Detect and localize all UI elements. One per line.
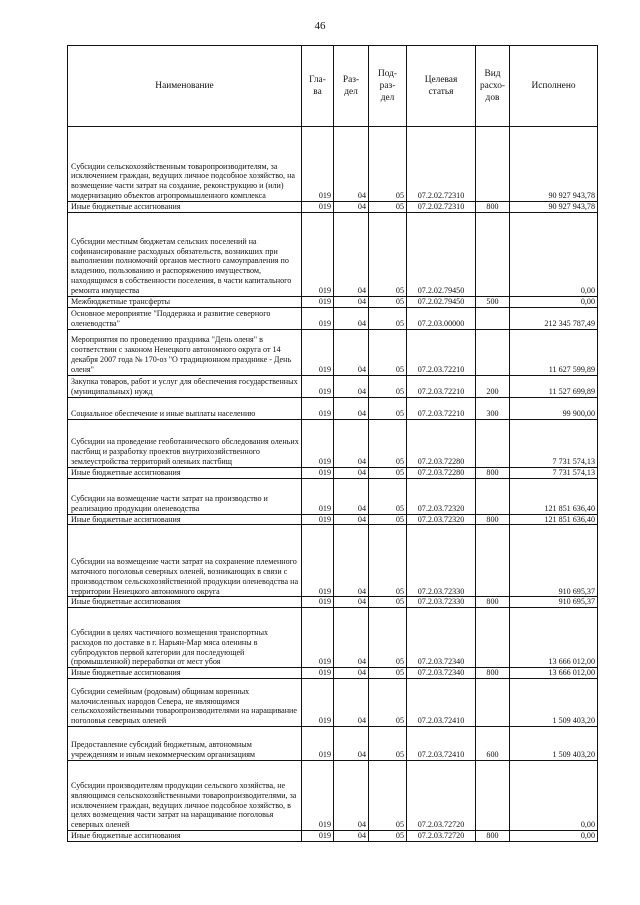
cell-name: Субсидии на возмещение части затрат на производство и реализацию продукции оленеводства [68, 478, 302, 514]
cell-razdel: 04 [334, 679, 369, 727]
header-target: Целевая статья [407, 46, 476, 127]
cell-amount: 99 900,00 [510, 397, 598, 419]
cell-glava: 019 [302, 525, 334, 597]
table-row [68, 608, 598, 668]
cell-podrazdel: 05 [369, 761, 407, 831]
cell-glava: 019 [302, 478, 334, 514]
cell-amount: 910 695,37 [510, 597, 598, 608]
cell-podrazdel: 05 [369, 419, 407, 467]
cell-razdel: 04 [334, 202, 369, 213]
cell-amount: 7 731 574,13 [510, 419, 598, 467]
cell-vid: 800 [476, 202, 510, 213]
cell-target: 07.2.03.72720 [407, 761, 476, 831]
cell-podrazdel: 05 [369, 212, 407, 296]
cell-target: 07.2.03.72280 [407, 419, 476, 467]
cell-target: 07.2.03.72330 [407, 597, 476, 608]
cell-razdel: 04 [334, 397, 369, 419]
table-row [68, 212, 598, 296]
cell-vid [476, 525, 510, 597]
cell-amount: 0,00 [510, 831, 598, 842]
cell-razdel: 04 [334, 419, 369, 467]
cell-razdel: 04 [334, 597, 369, 608]
table-row [68, 296, 598, 307]
table-row [68, 202, 598, 213]
cell-podrazdel: 05 [369, 467, 407, 478]
cell-vid: 200 [476, 375, 510, 397]
cell-podrazdel: 05 [369, 679, 407, 727]
cell-name: Субсидии в целях частичного возмещения транспортных расходов по доставке в г. Нарьян-Мар мяса оленины в субпродуктов первой категории для последующей (промышленной) переработки от мест убоя [68, 608, 302, 668]
cell-razdel: 04 [334, 668, 369, 679]
cell-amount: 0,00 [510, 761, 598, 831]
cell-glava: 019 [302, 202, 334, 213]
cell-razdel: 04 [334, 212, 369, 296]
cell-glava: 019 [302, 329, 334, 375]
table-row [68, 514, 598, 525]
cell-razdel: 04 [334, 525, 369, 597]
cell-amount: 11 627 599,89 [510, 329, 598, 375]
cell-glava: 019 [302, 127, 334, 202]
cell-glava: 019 [302, 375, 334, 397]
cell-name: Закупка товаров, работ и услуг для обеспечения государственных (муниципальных) нужд [68, 375, 302, 397]
cell-glava: 019 [302, 296, 334, 307]
table-row [68, 761, 598, 831]
cell-podrazdel: 05 [369, 831, 407, 842]
cell-vid [476, 608, 510, 668]
cell-razdel: 04 [334, 375, 369, 397]
cell-glava: 019 [302, 608, 334, 668]
cell-podrazdel: 05 [369, 514, 407, 525]
table-header-row [68, 46, 598, 127]
cell-podrazdel: 05 [369, 202, 407, 213]
budget-table [67, 45, 598, 842]
cell-razdel: 04 [334, 608, 369, 668]
table-row [68, 329, 598, 375]
cell-target: 07.2.02.79450 [407, 296, 476, 307]
cell-name: Иные бюджетные ассигнования [68, 668, 302, 679]
cell-name: Межбюджетные трансферты [68, 296, 302, 307]
cell-name: Иные бюджетные ассигнования [68, 831, 302, 842]
cell-target: 07.2.03.72280 [407, 467, 476, 478]
cell-vid [476, 127, 510, 202]
cell-podrazdel: 05 [369, 597, 407, 608]
cell-name: Иные бюджетные ассигнования [68, 597, 302, 608]
cell-amount: 1 509 403,20 [510, 679, 598, 727]
cell-target: 07.2.03.72340 [407, 668, 476, 679]
cell-amount: 13 666 012,00 [510, 608, 598, 668]
cell-name: Иные бюджетные ассигнования [68, 467, 302, 478]
header-podrazdel: Под- раз- дел [369, 46, 407, 127]
table-row [68, 478, 598, 514]
cell-target: 07.2.03.72320 [407, 478, 476, 514]
cell-name: Субсидии семейным (родовым) общинам коренных малочисленных народов Севера, не являющимся сельскохозяйственными товаропроизводителями на наращивание поголовья северных оленей [68, 679, 302, 727]
table-row [68, 727, 598, 761]
cell-podrazdel: 05 [369, 296, 407, 307]
cell-name: Мероприятия по проведению праздника "День оленя" в соответствии с законом Ненецкого автономного округа от 14 декабря 2007 года № 170-оз "О традиционном празднике - День оленя" [68, 329, 302, 375]
cell-target: 07.2.03.72720 [407, 831, 476, 842]
cell-razdel: 04 [334, 478, 369, 514]
cell-name: Субсидии на проведение геоботанического обследования оленьих пастбищ и разработку проектов внутрихозяйственного землеустройства территорий оленьих пастбищ [68, 419, 302, 467]
header-expense-type: Вид расхо- дов [476, 46, 510, 127]
header-razdel: Раз- дел [334, 46, 369, 127]
cell-target: 07.2.02.72310 [407, 202, 476, 213]
cell-razdel: 04 [334, 467, 369, 478]
cell-amount: 1 509 403,20 [510, 727, 598, 761]
cell-podrazdel: 05 [369, 127, 407, 202]
cell-razdel: 04 [334, 831, 369, 842]
table-row [68, 127, 598, 202]
cell-name: Субсидии на возмещение части затрат на сохранение племенного маточного поголовья северных оленей, возникающих в связи с производством сельскохозяйственной продукции оленеводства на территории Ненецкого автономного округа [68, 525, 302, 597]
cell-vid [476, 329, 510, 375]
cell-razdel: 04 [334, 329, 369, 375]
cell-podrazdel: 05 [369, 668, 407, 679]
cell-razdel: 04 [334, 127, 369, 202]
table-row [68, 668, 598, 679]
cell-glava: 019 [302, 668, 334, 679]
cell-target: 07.2.03.72410 [407, 679, 476, 727]
cell-name: Субсидии сельскохозяйственным товаропроизводителям, за исключением граждан, ведущих личное подсобное хозяйство, на возмещение части затрат на создание, реконструкцию и (или) модернизацию объектов агропромышленного комплекса [68, 127, 302, 202]
cell-razdel: 04 [334, 727, 369, 761]
cell-target: 07.2.03.72210 [407, 329, 476, 375]
table-row [68, 597, 598, 608]
cell-vid: 800 [476, 668, 510, 679]
cell-podrazdel: 05 [369, 525, 407, 597]
cell-target: 07.2.03.72210 [407, 397, 476, 419]
cell-glava: 019 [302, 761, 334, 831]
cell-podrazdel: 05 [369, 329, 407, 375]
cell-name: Основное мероприятие "Поддержка и развитие северного оленеводства" [68, 307, 302, 329]
table-row [68, 397, 598, 419]
cell-target: 07.2.03.00000 [407, 307, 476, 329]
cell-amount: 11 527 699,89 [510, 375, 598, 397]
cell-glava: 019 [302, 514, 334, 525]
table-row [68, 375, 598, 397]
table-row [68, 525, 598, 597]
cell-glava: 019 [302, 831, 334, 842]
cell-name: Социальное обеспечение и иные выплаты населению [68, 397, 302, 419]
cell-target: 07.2.03.72210 [407, 375, 476, 397]
table-row [68, 831, 598, 842]
header-executed: Исполнено [510, 46, 598, 127]
cell-podrazdel: 05 [369, 478, 407, 514]
cell-amount: 13 666 012,00 [510, 668, 598, 679]
cell-vid: 600 [476, 727, 510, 761]
cell-glava: 019 [302, 467, 334, 478]
cell-target: 07.2.03.72330 [407, 525, 476, 597]
cell-amount: 0,00 [510, 212, 598, 296]
cell-target: 07.2.03.72340 [407, 608, 476, 668]
cell-glava: 019 [302, 419, 334, 467]
cell-glava: 019 [302, 307, 334, 329]
cell-podrazdel: 05 [369, 375, 407, 397]
cell-vid: 300 [476, 397, 510, 419]
cell-target: 07.2.02.79450 [407, 212, 476, 296]
cell-razdel: 04 [334, 296, 369, 307]
cell-name: Иные бюджетные ассигнования [68, 202, 302, 213]
cell-glava: 019 [302, 727, 334, 761]
cell-vid [476, 761, 510, 831]
cell-target: 07.2.03.72410 [407, 727, 476, 761]
cell-razdel: 04 [334, 514, 369, 525]
table-row [68, 467, 598, 478]
page-number: 46 [314, 20, 326, 32]
cell-podrazdel: 05 [369, 727, 407, 761]
table-row [68, 307, 598, 329]
cell-glava: 019 [302, 679, 334, 727]
cell-amount: 90 927 943,78 [510, 127, 598, 202]
cell-amount: 90 927 943,78 [510, 202, 598, 213]
cell-razdel: 04 [334, 307, 369, 329]
cell-razdel: 04 [334, 761, 369, 831]
cell-amount: 0,00 [510, 296, 598, 307]
cell-amount: 121 851 636,40 [510, 514, 598, 525]
cell-vid [476, 419, 510, 467]
cell-amount: 7 731 574,13 [510, 467, 598, 478]
cell-target: 07.2.03.72320 [407, 514, 476, 525]
cell-vid: 800 [476, 831, 510, 842]
cell-vid: 800 [476, 467, 510, 478]
cell-vid: 800 [476, 597, 510, 608]
cell-podrazdel: 05 [369, 397, 407, 419]
cell-podrazdel: 05 [369, 608, 407, 668]
cell-name: Субсидии местным бюджетам сельских поселений на софинансирование расходных обязательств, возникших при выполнении полномочий органов местного самоуправления по владению, пользованию и распоряжению имуществом, находящимся в собственности поселения, в части капитального ремонта имущества [68, 212, 302, 296]
cell-name: Иные бюджетные ассигнования [68, 514, 302, 525]
cell-name: Предоставление субсидий бюджетным, автономным учреждениям и иным некоммерческим организациям [68, 727, 302, 761]
cell-vid [476, 679, 510, 727]
cell-glava: 019 [302, 397, 334, 419]
cell-vid [476, 478, 510, 514]
cell-amount: 212 345 787,49 [510, 307, 598, 329]
cell-podrazdel: 05 [369, 307, 407, 329]
cell-glava: 019 [302, 212, 334, 296]
cell-vid [476, 307, 510, 329]
header-name: Наименование [68, 46, 302, 127]
cell-name: Субсидии производителям продукции сельского хозяйства, не являющимся сельскохозяйственными товаропроизводителями, за исключением граждан, ведущих личное подсобное хозяйство, в целях возмещения части затрат на наращивание поголовья северных оленей [68, 761, 302, 831]
cell-amount: 910 695,37 [510, 525, 598, 597]
table-row [68, 679, 598, 727]
cell-glava: 019 [302, 597, 334, 608]
table-row [68, 419, 598, 467]
header-glava: Гла- ва [302, 46, 334, 127]
cell-vid: 800 [476, 514, 510, 525]
cell-vid: 500 [476, 296, 510, 307]
cell-amount: 121 851 636,40 [510, 478, 598, 514]
cell-vid [476, 212, 510, 296]
cell-target: 07.2.02.72310 [407, 127, 476, 202]
